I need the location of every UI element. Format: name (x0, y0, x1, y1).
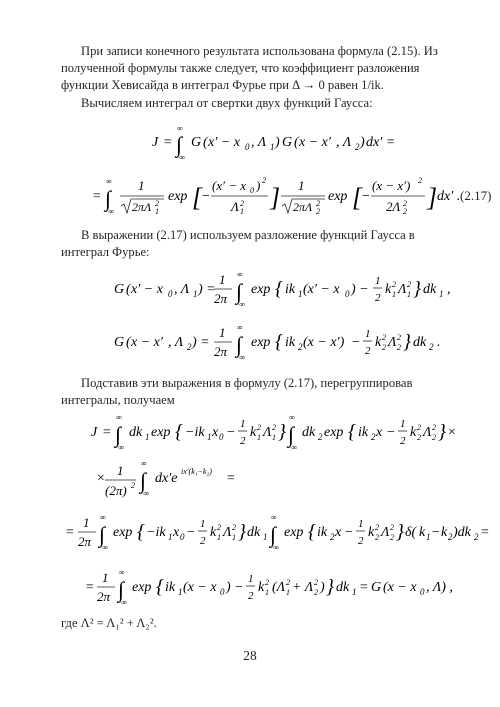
svg-text:, Λ: , Λ (168, 335, 184, 350)
svg-text:, Λ: , Λ (174, 282, 190, 297)
svg-text:ik: ik (358, 425, 369, 440)
svg-text:k: k (250, 425, 257, 440)
svg-text:−: − (344, 525, 354, 540)
svg-text:G: G (114, 335, 125, 350)
svg-text:−: − (226, 425, 236, 440)
equation-graphic (0, 563, 500, 613)
svg-text:dk: dk (247, 525, 261, 540)
svg-text:1: 1 (265, 588, 269, 597)
svg-text:2: 2 (272, 423, 276, 432)
svg-text:exp: exp (324, 425, 344, 440)
svg-text:(: ( (294, 135, 299, 150)
svg-text:1: 1 (298, 289, 303, 299)
svg-text:−: − (361, 189, 371, 204)
equation-2-17 (0, 170, 500, 220)
svg-text:x: x (376, 425, 383, 440)
svg-text:∞: ∞ (119, 568, 125, 577)
text-line: где Λ² = Λ₁² + Λ₂². (61, 616, 157, 630)
svg-text:2: 2 (286, 578, 290, 587)
svg-text:1: 1 (178, 587, 183, 597)
svg-text:=: = (85, 580, 95, 595)
svg-text:2: 2 (397, 333, 401, 342)
svg-text:x − x′: x − x′ (131, 335, 163, 350)
svg-text:+ Λ: + Λ (292, 580, 314, 595)
svg-text:2: 2 (429, 342, 434, 352)
svg-text:−∞: −∞ (113, 443, 125, 452)
svg-text:{: { (156, 576, 164, 598)
svg-text:∫: ∫ (236, 332, 243, 357)
svg-text:2: 2 (418, 176, 422, 185)
svg-text:J: J (91, 425, 98, 440)
svg-text:dk: dk (302, 425, 316, 440)
svg-text:−∞: −∞ (174, 153, 186, 162)
svg-text:(2π): (2π) (105, 483, 127, 498)
svg-text:dk: dk (336, 580, 350, 595)
equation-gauss-1-fourier (0, 265, 500, 315)
svg-text:, Λ) ,: , Λ) , (426, 580, 453, 595)
svg-text:∫: ∫ (270, 522, 277, 547)
svg-text:1: 1 (400, 418, 406, 430)
svg-text:2: 2 (382, 333, 386, 342)
svg-text:dx′e: dx′e (155, 471, 178, 486)
svg-text:ix′(k₁−k₂): ix′(k₁−k₂) (181, 467, 212, 476)
svg-text:k: k (441, 525, 448, 540)
svg-text:G: G (371, 580, 382, 595)
svg-text:1: 1 (392, 290, 396, 299)
svg-text:dx′ =: dx′ = (366, 135, 396, 150)
svg-text:2: 2 (448, 532, 453, 542)
svg-text:−: − (431, 525, 441, 540)
svg-text:exp: exp (151, 425, 171, 440)
svg-text:J: J (152, 135, 159, 150)
svg-text:}: } (396, 521, 404, 543)
svg-text:=: = (102, 425, 112, 440)
svg-text:}: } (403, 331, 411, 353)
svg-text:0: 0 (250, 186, 254, 195)
svg-text:Λ: Λ (263, 425, 272, 440)
svg-text:(: ( (126, 282, 131, 297)
svg-text:∫: ∫ (236, 279, 243, 304)
svg-text:1: 1 (219, 272, 226, 287)
svg-text:1: 1 (263, 532, 268, 542)
svg-text:1: 1 (83, 515, 90, 530)
svg-text:[: [ (352, 183, 363, 212)
paragraph-fourier-expansion (61, 227, 457, 261)
svg-text:−ik: −ik (146, 525, 166, 540)
equation-regrouped-2 (0, 458, 500, 506)
svg-text:k: k (385, 282, 392, 297)
svg-text:1: 1 (407, 290, 411, 299)
svg-text:ik: ik (165, 580, 176, 595)
svg-text:2: 2 (403, 199, 407, 208)
svg-text:): ) (360, 135, 365, 150)
svg-text:{: { (348, 421, 356, 443)
svg-text:−∞: −∞ (234, 353, 246, 362)
svg-text:ik: ik (285, 335, 296, 350)
svg-text:(x′ − x: (x′ − x (212, 178, 246, 193)
svg-text:2: 2 (365, 345, 371, 357)
svg-text:1: 1 (240, 207, 244, 216)
svg-text:2: 2 (298, 342, 303, 352)
svg-text:∞: ∞ (100, 513, 106, 522)
svg-text:−∞: −∞ (234, 300, 246, 309)
svg-text:−: − (386, 425, 396, 440)
svg-text:ik: ik (285, 282, 296, 297)
svg-text:}: } (413, 278, 421, 300)
svg-text:k: k (368, 525, 375, 540)
paragraph-formula-note (61, 43, 457, 94)
svg-text:1: 1 (217, 533, 221, 542)
svg-text:∞: ∞ (116, 413, 122, 422)
equation-graphic (0, 508, 500, 558)
svg-text:−∞: −∞ (103, 207, 115, 216)
svg-text:×: × (447, 425, 457, 440)
svg-text:, Λ: , Λ (336, 135, 352, 150)
text-line: В выражении (2.17) используем разложение функций Гаусса в (81, 228, 415, 242)
svg-text:[: [ (192, 183, 203, 212)
svg-text:−: − (186, 525, 196, 540)
svg-text:2πΛ: 2πΛ (293, 200, 313, 214)
svg-text:=: = (163, 135, 173, 150)
svg-text:2: 2 (371, 432, 376, 442)
svg-text:∞: ∞ (289, 413, 295, 422)
svg-text:,: , (447, 282, 451, 297)
svg-text:2: 2 (432, 433, 436, 442)
svg-text:x′ − x: x′ − x (208, 135, 240, 150)
svg-text:1: 1 (232, 533, 236, 542)
svg-text:∫: ∫ (105, 186, 112, 211)
svg-text:1: 1 (286, 588, 290, 597)
svg-text:=: = (65, 525, 75, 540)
svg-text:∞: ∞ (177, 124, 183, 133)
svg-text:2: 2 (397, 343, 401, 352)
svg-text:Λ: Λ (388, 335, 397, 350)
svg-text:x: x (212, 425, 219, 440)
svg-text:2: 2 (400, 435, 406, 447)
svg-text:2π: 2π (78, 534, 92, 549)
svg-text:∫: ∫ (140, 468, 147, 493)
svg-text:−∞: −∞ (286, 443, 298, 452)
svg-text:δ(: δ( (405, 525, 417, 540)
svg-text:ik: ik (317, 525, 328, 540)
svg-text:2: 2 (318, 432, 323, 442)
svg-text:=: = (480, 525, 490, 540)
svg-text:2: 2 (392, 280, 396, 289)
svg-text:dk: dk (423, 282, 437, 297)
svg-text:1: 1 (352, 587, 357, 597)
svg-text:1: 1 (168, 532, 173, 542)
svg-text:2: 2 (314, 578, 318, 587)
paragraph-intro-integral (61, 95, 457, 112)
svg-text:2: 2 (262, 176, 266, 185)
svg-text:(: ( (126, 335, 131, 350)
equation-convolution (0, 122, 500, 162)
svg-text:(x′ − x: (x′ − x (303, 282, 340, 297)
page-number: 28 (243, 648, 257, 663)
svg-text:1: 1 (193, 289, 198, 299)
svg-text:): ) (275, 135, 280, 150)
svg-text:) =: ) = (192, 335, 210, 350)
text-line: При записи конечного результата использована формула (2.15). Из (81, 44, 438, 58)
svg-text:2: 2 (240, 199, 244, 208)
svg-text:G: G (114, 282, 125, 297)
definition-lambda (61, 615, 457, 632)
svg-text:2: 2 (474, 532, 479, 542)
svg-text:0: 0 (420, 587, 425, 597)
svg-text:1: 1 (102, 570, 109, 585)
svg-text:k: k (375, 335, 382, 350)
svg-text:): ) (320, 580, 325, 595)
svg-text:1: 1 (145, 432, 150, 442)
svg-text:0: 0 (168, 289, 173, 299)
svg-text:1: 1 (117, 463, 124, 478)
svg-text:0: 0 (245, 142, 250, 152)
svg-text:G: G (282, 135, 293, 150)
svg-text:k: k (258, 580, 265, 595)
equation-graphic (0, 318, 500, 368)
svg-text:∫: ∫ (288, 422, 295, 447)
svg-text:{: { (175, 421, 183, 443)
paragraph-substitution (61, 375, 457, 409)
svg-text:1: 1 (219, 325, 226, 340)
svg-text:2: 2 (155, 199, 159, 208)
svg-text:exp: exp (328, 189, 348, 204)
svg-text:2: 2 (432, 423, 436, 432)
svg-text:1: 1 (248, 573, 254, 585)
svg-text:]: ] (427, 183, 438, 212)
svg-text:−∞: −∞ (268, 543, 280, 552)
svg-text:2: 2 (403, 207, 407, 216)
svg-text:}: } (326, 576, 334, 598)
svg-text:Λ: Λ (231, 199, 239, 214)
svg-text:1: 1 (272, 433, 276, 442)
svg-text:1: 1 (207, 432, 212, 442)
svg-text:(x − x′): (x − x′) (372, 178, 411, 193)
svg-text:2: 2 (248, 590, 254, 602)
svg-text:2: 2 (375, 292, 381, 304)
svg-text:2: 2 (217, 523, 221, 532)
svg-text:1: 1 (240, 418, 246, 430)
svg-text:2Λ: 2Λ (386, 199, 401, 214)
svg-text:exp: exp (251, 282, 271, 297)
svg-text:k: k (210, 525, 217, 540)
equation-gauss-2-fourier (0, 318, 500, 368)
svg-text:1: 1 (426, 532, 431, 542)
svg-text:1: 1 (439, 289, 444, 299)
svg-text:k: k (419, 525, 426, 540)
svg-text:=: = (92, 189, 102, 204)
svg-text:∫: ∫ (99, 522, 106, 547)
svg-text:x − x′: x − x′ (299, 135, 331, 150)
svg-text:2: 2 (316, 207, 320, 216)
svg-text:{: { (137, 521, 145, 543)
svg-text:0: 0 (180, 532, 185, 542)
svg-text:dx′ .: dx′ . (437, 189, 461, 204)
svg-text:2: 2 (131, 481, 135, 490)
equation-final-result (0, 563, 500, 613)
svg-text:2π: 2π (214, 291, 228, 306)
svg-text:2: 2 (358, 535, 364, 547)
svg-text:2π: 2π (97, 589, 111, 604)
svg-text:k: k (410, 425, 417, 440)
svg-text:=: = (226, 471, 236, 486)
equation-number: (2.17) (460, 188, 492, 203)
svg-text:−: − (201, 189, 211, 204)
svg-text:x: x (335, 525, 342, 540)
svg-text:2πΛ: 2πΛ (132, 200, 152, 214)
svg-text:.: . (437, 335, 441, 350)
equation-graphic (0, 410, 500, 458)
svg-text:): ) (256, 178, 261, 193)
equation-graphic (0, 458, 500, 506)
svg-text:exp: exp (284, 525, 304, 540)
svg-text:(x − x′): (x − x′) (303, 335, 345, 350)
svg-text:2: 2 (314, 588, 318, 597)
svg-text:−ik: −ik (185, 425, 205, 440)
svg-text:−∞: −∞ (116, 598, 128, 607)
svg-text:−∞: −∞ (138, 489, 150, 498)
svg-text:Λ: Λ (398, 282, 407, 297)
svg-text:=: = (359, 580, 369, 595)
svg-text:2: 2 (316, 199, 320, 208)
svg-text:exp: exp (113, 525, 133, 540)
svg-text:exp: exp (168, 189, 188, 204)
svg-text:G: G (191, 135, 202, 150)
text-line: функции Хевисайда в интеграл Фурье при Δ → 0 равен 1/ik. (61, 78, 384, 92)
svg-text:}: } (438, 421, 446, 443)
svg-text:) −: ) − (226, 580, 244, 595)
svg-text:(x − x: (x − x (383, 580, 417, 595)
svg-text:Λ: Λ (223, 525, 232, 540)
svg-text:0: 0 (219, 432, 224, 442)
svg-text:−: − (351, 335, 361, 350)
equation-graphic (0, 265, 500, 315)
svg-text:Λ: Λ (381, 525, 390, 540)
svg-text:2: 2 (417, 423, 421, 432)
svg-text:∫: ∫ (115, 422, 122, 447)
svg-text:1: 1 (138, 178, 145, 193)
svg-text:) −: ) − (351, 282, 369, 297)
text-line: Вычисляем интеграл от свертки двух функций Гаусса: (81, 96, 373, 110)
svg-text:2: 2 (240, 435, 246, 447)
svg-text:}: } (278, 421, 286, 443)
svg-text:]: ] (270, 183, 281, 212)
svg-text:2: 2 (390, 523, 394, 532)
equation-regrouped-1 (0, 410, 500, 458)
svg-text:×: × (96, 471, 106, 486)
svg-text:1: 1 (358, 518, 364, 530)
svg-text:exp: exp (132, 580, 152, 595)
svg-text:∞: ∞ (271, 513, 277, 522)
svg-text:2: 2 (187, 342, 192, 352)
svg-text:2: 2 (232, 523, 236, 532)
svg-text:∫: ∫ (118, 577, 125, 602)
svg-text:∞: ∞ (106, 177, 112, 186)
svg-text:(: ( (203, 135, 208, 150)
svg-text:2: 2 (382, 343, 386, 352)
svg-text:{: { (275, 278, 283, 300)
svg-text:x′ − x: x′ − x (131, 282, 163, 297)
svg-text:)dk: )dk (453, 525, 471, 540)
text-line: полученной формулы также следует, что коэффициент разложения (61, 61, 420, 75)
svg-text:−∞: −∞ (97, 543, 109, 552)
svg-text:}: } (238, 521, 246, 543)
svg-text:2: 2 (257, 423, 261, 432)
equation-graphic (0, 170, 500, 220)
svg-text:∫: ∫ (176, 132, 183, 157)
svg-text:∞: ∞ (141, 459, 147, 468)
svg-text:2: 2 (375, 523, 379, 532)
svg-text:0: 0 (345, 289, 350, 299)
equation-graphic (0, 122, 500, 162)
text-line: Подставив эти выражения в формулу (2.17), перегруппировав (81, 376, 413, 390)
svg-text:0: 0 (220, 587, 225, 597)
svg-text:2π: 2π (214, 344, 228, 359)
svg-text:exp: exp (251, 335, 271, 350)
text-line: интеграл Фурье: (61, 245, 150, 259)
svg-text:2: 2 (375, 533, 379, 542)
svg-text:2: 2 (390, 533, 394, 542)
svg-text:Λ: Λ (423, 425, 432, 440)
svg-text:2: 2 (417, 433, 421, 442)
svg-text:2: 2 (265, 578, 269, 587)
svg-text:2: 2 (200, 535, 206, 547)
svg-text:{: { (275, 331, 283, 353)
svg-text:1: 1 (365, 328, 371, 340)
svg-text:1: 1 (155, 207, 159, 216)
svg-text:2: 2 (330, 532, 335, 542)
svg-text:1: 1 (200, 518, 206, 530)
text-line: интегралы, получаем (61, 393, 175, 407)
svg-text:1: 1 (298, 178, 305, 193)
svg-text:(x − x: (x − x (183, 580, 217, 595)
svg-text:dk: dk (129, 425, 143, 440)
svg-text:x: x (173, 525, 180, 540)
svg-text:dk: dk (413, 335, 427, 350)
svg-text:1: 1 (257, 433, 261, 442)
svg-text:, Λ: , Λ (251, 135, 267, 150)
svg-text:∞: ∞ (237, 270, 243, 279)
svg-text:(Λ: (Λ (272, 580, 286, 595)
svg-text:2: 2 (355, 142, 360, 152)
svg-text:1: 1 (270, 142, 275, 152)
svg-text:∞: ∞ (237, 323, 243, 332)
svg-text:{: { (308, 521, 316, 543)
equation-regrouped-3 (0, 508, 500, 558)
svg-text:1: 1 (375, 275, 381, 287)
svg-text:) =: ) = (198, 282, 216, 297)
svg-text:2: 2 (407, 280, 411, 289)
